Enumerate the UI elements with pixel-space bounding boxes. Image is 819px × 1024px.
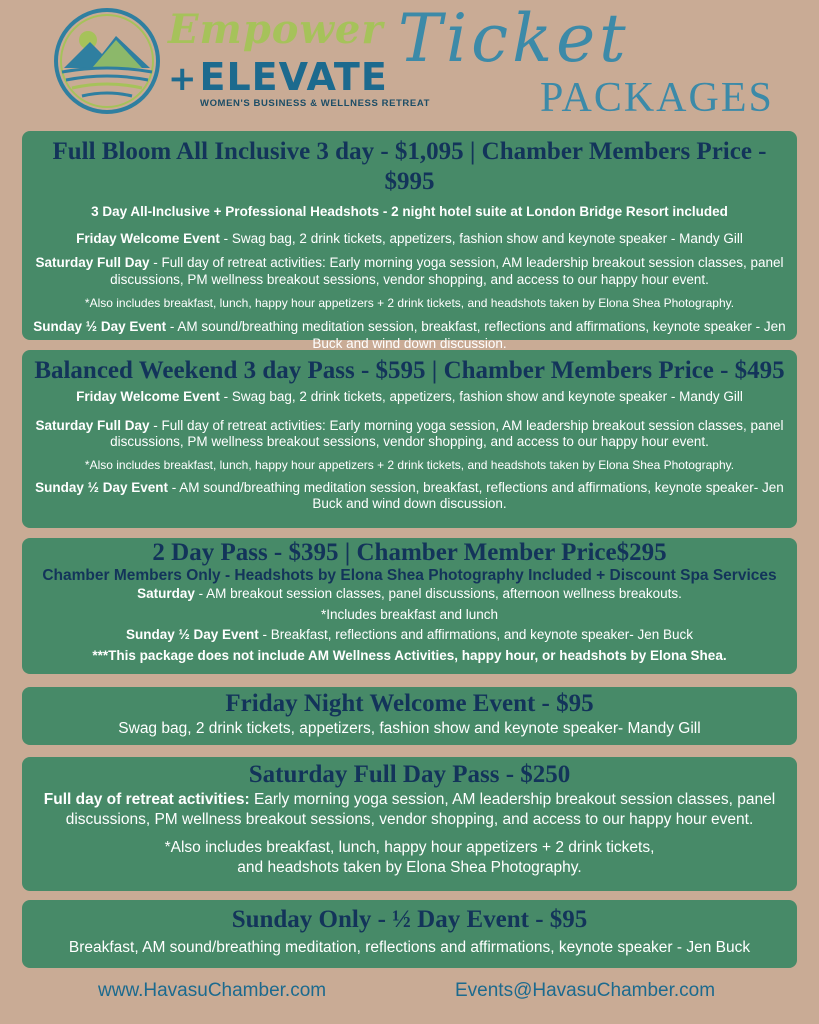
sunday-text: - AM sound/breathing meditation session, breakfast, reflections and affirmations, keynote speaker- Jen Buck and wind down discussion. xyxy=(167,479,784,511)
heading-ticket: Ticket xyxy=(398,0,630,77)
saturday-line xyxy=(28,418,791,451)
website-link[interactable]: www.HavasuChamber.com xyxy=(98,980,327,1001)
logo-elevate-word: ELEVATE xyxy=(199,55,388,99)
logo-plus: + xyxy=(168,59,198,99)
heading-packages: PACKAGES xyxy=(540,75,774,121)
package-balanced-weekend xyxy=(22,350,797,528)
package-friday-night xyxy=(22,687,797,745)
includes-line: *Includes breakfast and lunch xyxy=(320,606,499,622)
package-title: Saturday Full Day Pass - $250 xyxy=(248,761,571,788)
sunday-line xyxy=(28,480,791,513)
package-highlight: 3 Day All-Inclusive + Professional Headshots - 2 night hotel suite at London Bridge Resort included xyxy=(91,204,728,219)
saturday-text: - Full day of retreat activities: Early morning yoga session, AM leadership breakout session classes, panel discussions, PM wellness breakout sessions, vendor shopping, and access to our happy hour event. xyxy=(110,417,784,449)
saturday-label: Saturday Full Day xyxy=(35,255,150,270)
header xyxy=(0,0,819,126)
friday-text: - Swag bag, 2 drink tickets, appetizers, fashion show and keynote speaker - Mandy Gill xyxy=(219,389,743,404)
friday-label: Friday Welcome Event xyxy=(76,389,220,404)
saturday-label: Saturday xyxy=(137,586,195,601)
package-title: Full Bloom All Inclusive 3 day - $1,095 | Chamber Members Price - $995 xyxy=(52,138,767,195)
package-description: Breakfast, AM sound/breathing meditation, reflections and affirmations, keynote speaker - Jen Buck xyxy=(68,939,751,956)
sunday-text: - AM sound/breathing meditation session, breakfast, reflections and affirmations, keynote speaker - Jen Buck and wind down discussion. xyxy=(166,319,786,351)
friday-line xyxy=(28,231,791,248)
sunday-line xyxy=(28,319,791,352)
package-description: Swag bag, 2 drink tickets, appetizers, fashion show and keynote speaker- Mandy Gill xyxy=(118,720,701,737)
package-full-bloom xyxy=(22,131,797,351)
also-includes: *Also includes breakfast, lunch, happy hour appetizers + 2 drink tickets, and headshots taken by Elona Shea Photography. xyxy=(84,296,735,310)
sunday-label: Sunday ½ Day Event xyxy=(125,627,259,642)
package-label: Full day of retreat activities: xyxy=(43,791,250,808)
package-text: Early morning yoga session, AM leadership breakout session classes, panel discussions, PM wellness breakout sessions, vendor shopping, and access to our happy hour event. xyxy=(65,791,776,828)
package-subtitle: Chamber Members Only - Headshots by Elona Shea Photography Included + Discount Spa Services xyxy=(42,567,777,584)
saturday-text: - Full day of retreat activities: Early morning yoga session, AM leadership breakout session classes, panel discussions, PM wellness breakout sessions, vendor shopping, and access to our happy hour event. xyxy=(110,255,784,287)
mountain-logo-icon xyxy=(52,6,162,116)
friday-label: Friday Welcome Event xyxy=(76,230,220,246)
package-title: 2 Day Pass - $395 | Chamber Member Price$295 xyxy=(152,539,667,566)
also-includes-1: *Also includes breakfast, lunch, happy hour appetizers + 2 drink tickets, xyxy=(164,839,655,856)
package-title: Friday Night Welcome Event - $95 xyxy=(225,690,594,717)
sunday-label: Sunday ½ Day Event xyxy=(33,319,167,334)
logo-elevate-text xyxy=(168,55,388,99)
friday-text: - Swag bag, 2 drink tickets, appetizers, fashion show and keynote speaker - Mandy Gill xyxy=(219,230,743,246)
sunday-line xyxy=(28,627,791,644)
package-title: Balanced Weekend 3 day Pass - $595 | Chamber Members Price - $495 xyxy=(34,357,785,384)
package-note: ***This package does not include AM Wellness Activities, happy hour, or headshots by Elona Shea. xyxy=(92,647,727,663)
saturday-text: - AM breakout session classes, panel discussions, afternoon wellness breakouts. xyxy=(194,586,682,601)
saturday-label: Saturday Full Day xyxy=(35,417,150,433)
package-sunday-only xyxy=(22,900,797,968)
package-two-day xyxy=(22,538,797,674)
also-includes: *Also includes breakfast, lunch, happy hour appetizers + 2 drink tickets, and headshots taken by Elona Shea Photography. xyxy=(84,457,735,472)
sunday-text: - Breakfast, reflections and affirmations, and keynote speaker- Jen Buck xyxy=(258,627,694,642)
logo-tagline: WOMEN'S BUSINESS & WELLNESS RETREAT xyxy=(200,98,430,109)
logo-empower-text: Empower xyxy=(168,6,384,53)
email-link[interactable]: Events@HavasuChamber.com xyxy=(455,980,716,1001)
package-description xyxy=(28,790,791,829)
friday-line xyxy=(28,389,791,406)
saturday-line xyxy=(28,586,791,603)
saturday-line xyxy=(28,255,791,288)
also-includes-2: and headshots taken by Elona Shea Photography. xyxy=(237,858,582,876)
sunday-label: Sunday ½ Day Event xyxy=(35,479,168,495)
package-title: Sunday Only - ½ Day Event - $95 xyxy=(231,906,588,933)
package-saturday-full-day xyxy=(22,757,797,891)
